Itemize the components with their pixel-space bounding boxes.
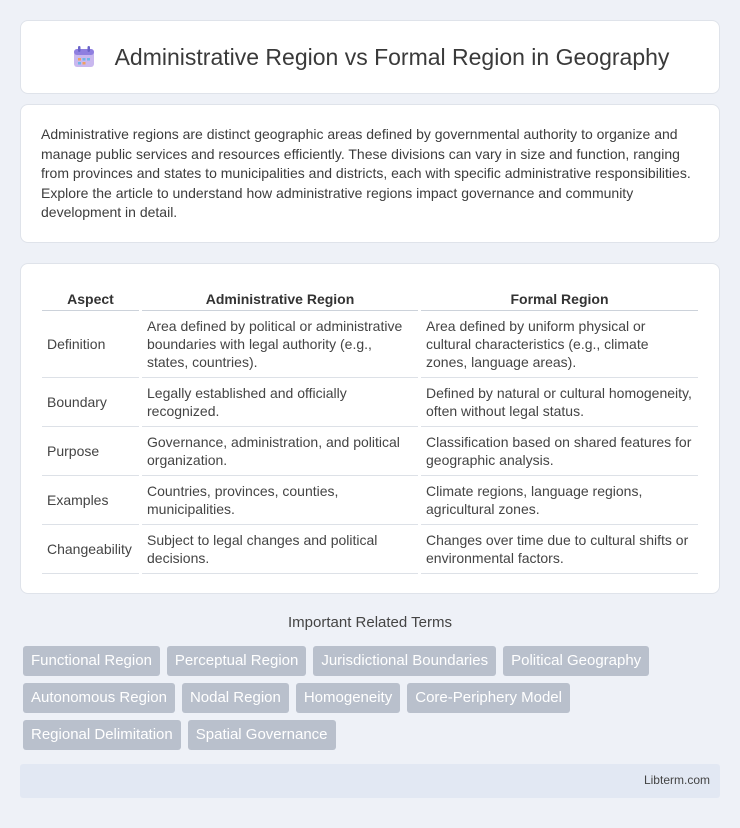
related-term-tag[interactable]: Jurisdictional Boundaries [313, 646, 496, 676]
related-term-tag[interactable]: Homogeneity [296, 683, 400, 713]
row-formal: Defined by natural or cultural homogeneity, often without legal status. [421, 378, 698, 427]
row-aspect: Examples [42, 476, 139, 525]
table-row [42, 427, 698, 476]
table-header-row [42, 284, 698, 311]
table-row [42, 525, 698, 574]
row-formal: Area defined by uniform physical or cultural characteristics (e.g., climate zones, language areas). [421, 311, 698, 378]
column-header-aspect: Aspect [42, 284, 139, 311]
title-card [20, 20, 720, 94]
related-terms-heading: Important Related Terms [288, 614, 452, 631]
page-title: Administrative Region vs Formal Region in Geography [114, 43, 670, 70]
calendar-icon [71, 44, 97, 70]
row-formal: Climate regions, language regions, agricultural zones. [421, 476, 698, 525]
related-term-tag[interactable]: Core-Periphery Model [407, 683, 570, 713]
footer [20, 764, 720, 798]
related-term-tag[interactable]: Regional Delimitation [23, 720, 181, 750]
table-row [42, 311, 698, 378]
intro-paragraph: Administrative regions are distinct geographic areas defined by governmental authority to organize and manage public services and resources efficiently. These divisions can vary in size and function, ranging from provinces and states to municipalities and districts, each with specific administrative responsibilities. Explore the article to understand how administrative regions impact governance and community development in detail. [41, 126, 691, 220]
row-administrative: Legally established and officially recognized. [142, 378, 418, 427]
table-row [42, 378, 698, 427]
comparison-card [20, 263, 720, 594]
row-aspect: Definition [42, 311, 139, 378]
related-term-tag[interactable]: Autonomous Region [23, 683, 175, 713]
footer-site-link[interactable]: Libterm.com [643, 773, 710, 787]
related-terms-list [23, 646, 723, 757]
related-term-tag[interactable]: Functional Region [23, 646, 160, 676]
column-header-formal: Formal Region [421, 284, 698, 311]
row-aspect: Purpose [42, 427, 139, 476]
row-formal: Classification based on shared features for geographic analysis. [421, 427, 698, 476]
row-administrative: Subject to legal changes and political decisions. [142, 525, 418, 574]
related-term-tag[interactable]: Nodal Region [182, 683, 289, 713]
row-formal: Changes over time due to cultural shifts or environmental factors. [421, 525, 698, 574]
row-administrative: Countries, provinces, counties, municipalities. [142, 476, 418, 525]
intro-card [20, 104, 720, 243]
related-term-tag[interactable]: Political Geography [503, 646, 649, 676]
related-term-tag[interactable]: Spatial Governance [188, 720, 336, 750]
row-aspect: Changeability [42, 525, 139, 574]
row-aspect: Boundary [42, 378, 139, 427]
row-administrative: Area defined by political or administrative boundaries with legal authority (e.g., states, countries). [142, 311, 418, 378]
row-administrative: Governance, administration, and political organization. [142, 427, 418, 476]
related-term-tag[interactable]: Perceptual Region [167, 646, 306, 676]
column-header-administrative: Administrative Region [142, 284, 418, 311]
comparison-table [39, 284, 701, 574]
table-row [42, 476, 698, 525]
